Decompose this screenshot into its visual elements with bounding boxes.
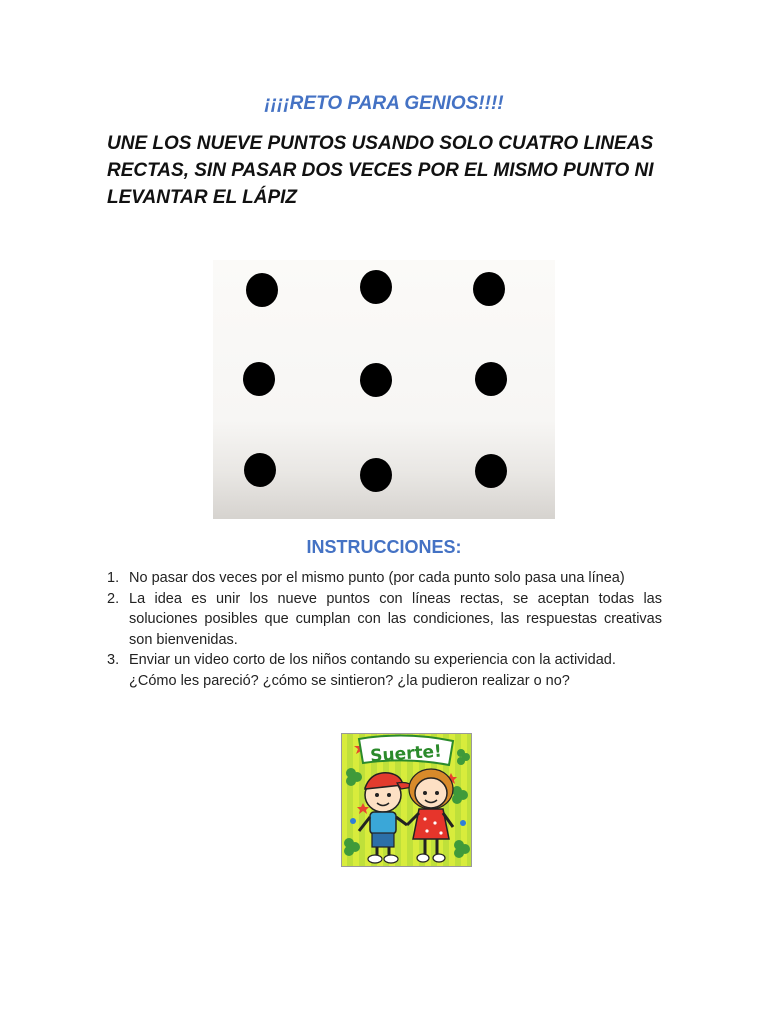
dot-3-1 (244, 453, 276, 487)
dot-1-3 (473, 272, 505, 306)
challenge-subtitle: UNE LOS NUEVE PUNTOS USANDO SOLO CUATRO LINEAS RECTAS, SIN PASAR DOS VECES POR EL MISMO PUNTO NI LEVANTAR EL LÁPIZ (107, 133, 654, 208)
dot-3-3 (475, 454, 507, 488)
instruction-number: 2. (107, 590, 120, 607)
dot-1-2 (360, 270, 392, 304)
instructions-list (107, 568, 662, 691)
instructions-heading: INSTRUCCIONES: (306, 537, 462, 557)
instruction-number: 1. (107, 570, 120, 586)
svg-text:Suerte!: Suerte! (369, 741, 443, 767)
instruction-number: 3. (107, 652, 120, 668)
good-luck-illustration (341, 733, 472, 867)
instruction-text: Enviar un video corto de los niños contando su experiencia con la actividad. (129, 652, 616, 668)
dot-2-2 (360, 363, 392, 397)
dot-3-2 (360, 458, 392, 492)
instruction-text: La idea es unir los nueve puntos con líneas rectas, se aceptan todas las soluciones posibles que cumplan con las condiciones, las respuestas creativas son bienvenidas. (129, 590, 662, 648)
suerte-lettering (359, 735, 453, 766)
dot-2-1 (243, 362, 275, 396)
instruction-item-1 (107, 568, 662, 589)
instruction-text: No pasar dos veces por el mismo punto (por cada punto solo pasa una línea) (129, 570, 625, 586)
instruction-item-2 (107, 589, 662, 651)
nine-dots-grid (213, 260, 555, 519)
good-luck-kids-image (341, 733, 472, 867)
dot-2-3 (475, 362, 507, 396)
instruction-questions: ¿Cómo les pareció? ¿cómo se sintieron? ¿la pudieron realizar o no? (129, 672, 570, 689)
dot-1-1 (246, 273, 278, 307)
challenge-title: ¡¡¡¡RETO PARA GENIOS!!!! (264, 93, 504, 114)
nine-dots-puzzle (213, 260, 555, 519)
instruction-item-3 (107, 650, 662, 691)
